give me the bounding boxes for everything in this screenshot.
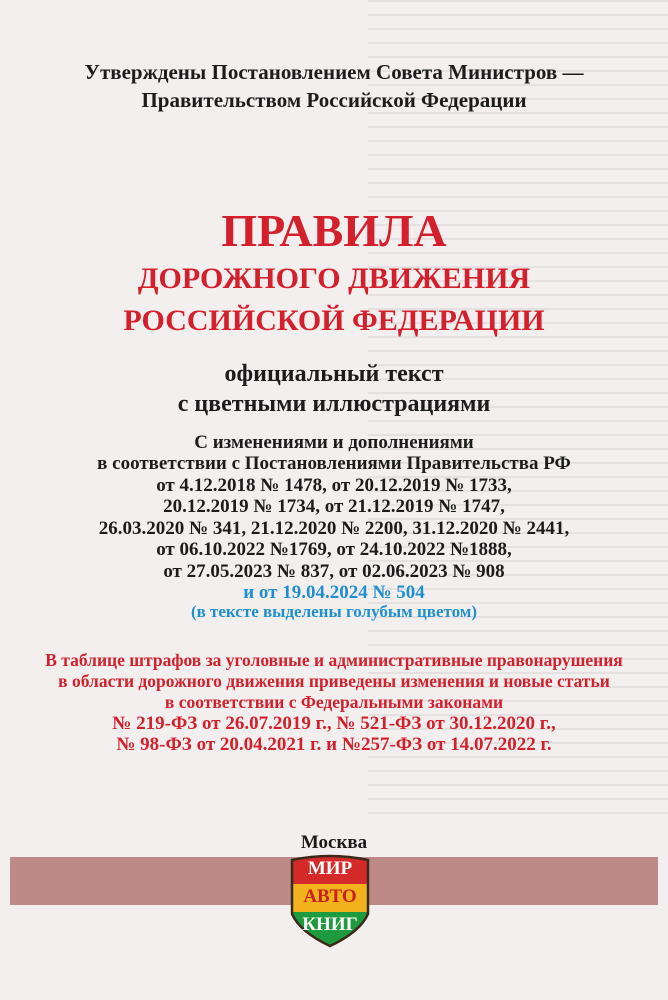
amendment-line: 20.12.2019 № 1734, от 21.12.2019 № 1747, [163,496,505,517]
approval-line-2: Правительством Российской Федерации [141,88,527,112]
title-main: ПРАВИЛА [221,205,447,256]
amendment-line: от 4.12.2018 № 1478, от 20.12.2019 № 1733, [156,475,512,496]
logo-word: МИР [307,858,353,879]
amendment-line: С изменениями и дополнениями [194,432,474,453]
logo-word: АВТО [303,886,357,907]
highlighted-amendment: и от 19.04.2024 № 504 [243,582,425,603]
fines-note-line: В таблице штрафов за уголовные и административные правонарушения [45,650,623,670]
amendment-line: в соответствии с Постановлениями Правительства РФ [97,453,571,474]
title-line-3: РОССИЙСКОЙ ФЕДЕРАЦИИ [123,304,545,337]
approval-line-1: Утверждены Постановлением Совета Министров — [84,60,584,84]
fines-note-line: № 98-ФЗ от 20.04.2021 г. и №257-ФЗ от 14.07.2022 г. [116,734,552,755]
title-line-2: ДОРОЖНОГО ДВИЖЕНИЯ [137,262,531,295]
subtitle-1: официальный текст [224,361,444,387]
city: Москва [300,832,368,853]
logo-word: КНИГ [302,914,358,935]
fines-note-line: в области дорожного движения приведены изменения и новые статьи [58,671,610,691]
subtitle-2: с цветными иллюстрациями [177,391,491,417]
publisher-logo [288,854,372,948]
amendment-line: 26.03.2020 № 341, 21.12.2020 № 2200, 31.12.2020 № 2441, [98,518,570,539]
amendment-line: от 06.10.2022 №1769, от 24.10.2022 №1888, [156,539,512,560]
fines-note-line: № 219-ФЗ от 26.07.2019 г., № 521-ФЗ от 30.12.2020 г., [112,713,556,734]
fines-note-line: в соответствии с Федеральными законами [164,692,504,712]
highlight-note: (в тексте выделены голубым цветом) [190,602,478,621]
amendment-line: от 27.05.2023 № 837, от 02.06.2023 № 908 [163,561,505,582]
